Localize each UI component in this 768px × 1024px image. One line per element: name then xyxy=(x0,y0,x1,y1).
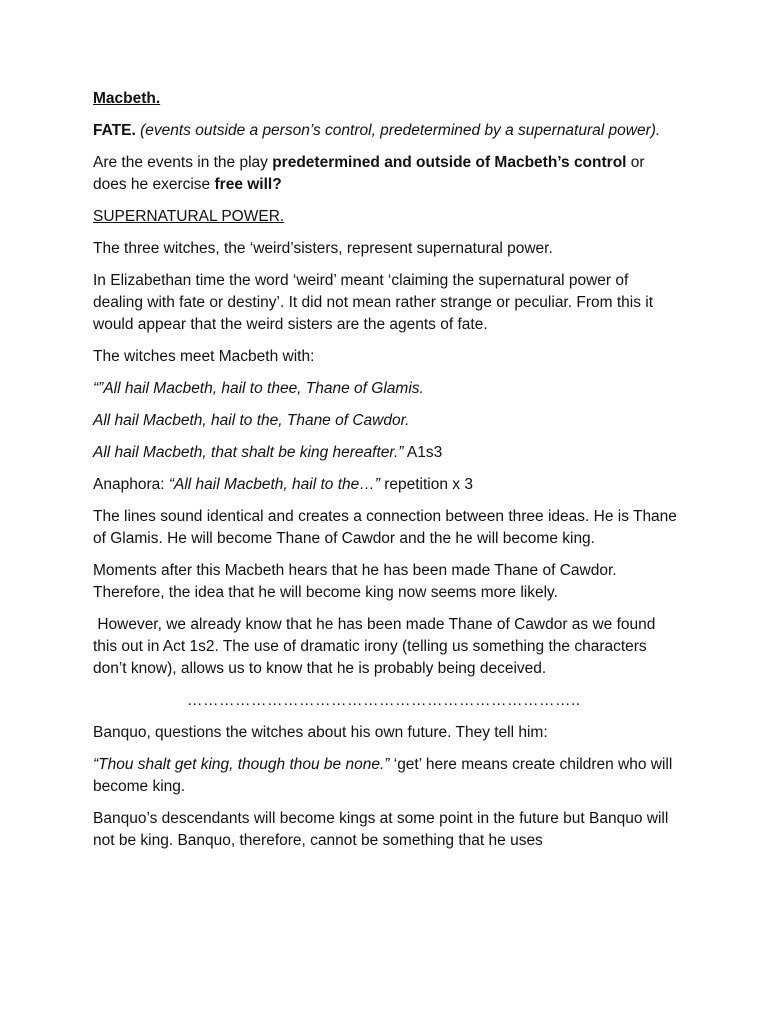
anaphora-suffix: repetition x 3 xyxy=(379,476,473,493)
paragraph-elizabethan: In Elizabethan time the word ‘weird’ meant ‘claiming the supernatural power of dealing with fate or destiny’. It did not mean rather strange or peculiar. From this it would appear that the weird sisters are the agents of fate. xyxy=(93,272,653,333)
quote-line-3 xyxy=(93,442,678,464)
paragraph-meet: The witches meet Macbeth with: xyxy=(93,348,315,365)
question-bold-2: free will? xyxy=(214,176,282,193)
fate-term: FATE. xyxy=(93,122,136,139)
paragraph-lines: The lines sound identical and creates a connection between three ideas. He is Thane of Glamis. He will become Thane of Cawdor and the he will become king. xyxy=(93,508,677,547)
quote-line-1: “”All hail Macbeth, hail to thee, Thane of Glamis. xyxy=(93,380,424,397)
paragraph-banquo: Banquo, questions the witches about his own future. They tell him: xyxy=(93,724,548,741)
central-question xyxy=(93,152,678,196)
section-heading-text: SUPERNATURAL POWER. xyxy=(93,208,285,225)
anaphora-label: Anaphora: xyxy=(93,476,169,493)
banquo-quote-explanation: ‘get’ here means create children who will become king. xyxy=(93,756,673,795)
banquo-quote xyxy=(93,754,678,798)
quote-line-2: All hail Macbeth, hail to the, Thane of Cawdor. xyxy=(93,412,410,429)
paragraph-however: However, we already know that he has been made Thane of Cawdor as we found this out in Act 1s2. The use of dramatic irony (telling us something the characters don’t know), allows us to know that he is probably being deceived. xyxy=(93,616,660,677)
paragraph-moments: Moments after this Macbeth hears that he has been made Thane of Cawdor. Therefore, the idea that he will become king now seems more likely. xyxy=(93,562,617,601)
fate-definition-text: (events outside a person’s control, predetermined by a supernatural power). xyxy=(135,122,661,139)
question-text-1: Are the events in the play xyxy=(93,154,273,171)
document-page xyxy=(93,88,678,862)
banquo-quote-text: “Thou shalt get king, though thou be none.” xyxy=(93,756,390,773)
paragraph-descendants: Banquo’s descendants will become kings at some point in the future but Banquo will not be king. Banquo, therefore, cannot be something that he uses xyxy=(93,810,669,849)
dotted-separator: ……………………………………………………………….. xyxy=(187,692,581,709)
anaphora-note xyxy=(93,474,678,496)
question-bold-1: predetermined and outside of Macbeth’s control xyxy=(272,154,627,171)
section-heading xyxy=(93,206,678,228)
paragraph-witches: The three witches, the ‘weird’sisters, represent supernatural power. xyxy=(93,240,553,257)
document-title xyxy=(93,88,678,110)
quote-reference: A1s3 xyxy=(403,444,443,461)
fate-definition xyxy=(93,120,678,142)
anaphora-quote: “All hail Macbeth, hail to the…” xyxy=(168,476,380,493)
question-text-2: or does he exercise xyxy=(93,154,645,193)
quote-line-3-text: All hail Macbeth, that shalt be king hereafter.” xyxy=(93,444,404,461)
title-text: Macbeth. xyxy=(93,90,161,107)
